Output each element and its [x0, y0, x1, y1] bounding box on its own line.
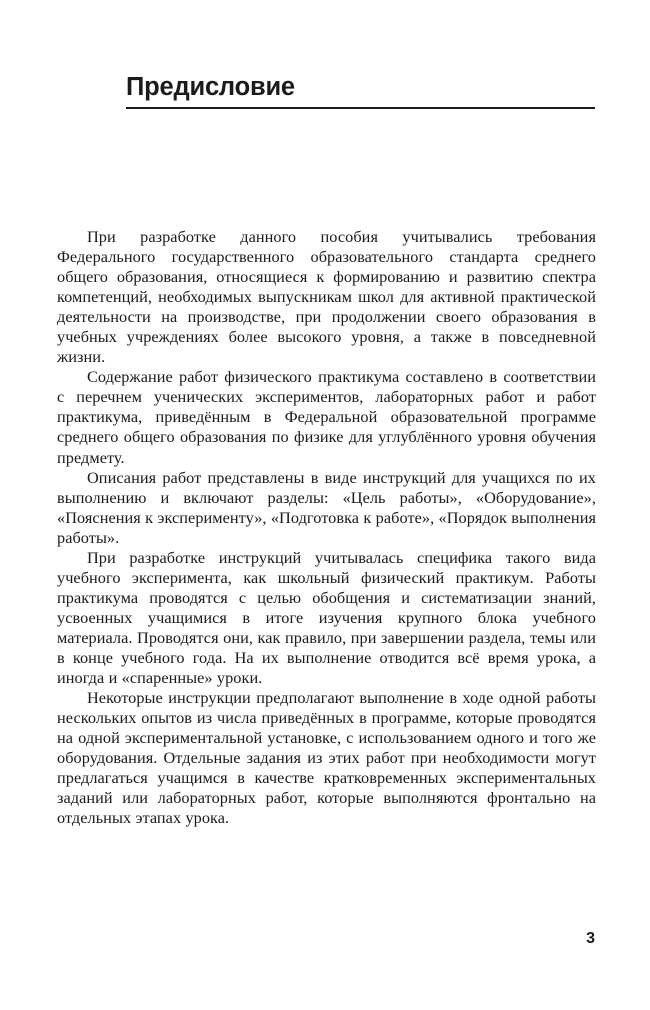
page-title: Предисловие [126, 73, 295, 101]
page-heading-block [126, 74, 595, 109]
body-paragraph: Некоторые инструкции предполагают выполнение в ходе одной работы нескольких опытов из числа приведённых в программе, которые проводятся на одной экспериментальной установке, с использованием одного и того же оборудования. Отдельные задания из этих работ при необходимости могут предлагаться учащимся в качестве кратковременных экспериментальных заданий или лабораторных работ, которые выполняются фронтально на отдельных этапах урока. [57, 688, 596, 828]
heading-divider [126, 107, 595, 109]
page-number: 3 [586, 930, 595, 947]
body-paragraph: Содержание работ физического практикума составлено в соответствии с перечнем ученических экспериментов, лабораторных работ и работ практикума, приведённым в Федеральной образовательной программе среднего общего образования по физике для углублённого уровня обучения предмету. [57, 367, 596, 467]
body-text-column [57, 227, 596, 828]
body-paragraph: Описания работ представлены в виде инструкций для учащихся по их выполнению и включают разделы: «Цель работы», «Оборудование», «Пояснения к эксперименту», «Подготовка к работе», «Порядок выполнения работы». [57, 467, 596, 547]
body-paragraph: При разработке данного пособия учитывались требования Федерального государственного образовательного стандарта среднего общего образования, относящиеся к формированию и развитию спектра компетенций, необходимых выпускникам школ для активной практической деятельности на производстве, при продолжении своего образования в учебных учреждениях более высокого уровня, а также в повседневной жизни. [57, 227, 596, 367]
body-paragraph: При разработке инструкций учитывалась специфика такого вида учебного эксперимента, как школьный физический практикум. Работы практикума проводятся с целью обобщения и систематизации знаний, усвоенных учащимися в итоге изучения крупного блока учебного материала. Проводятся они, как правило, при завершении раздела, темы или в конце учебного года. На их выполнение отводится всё время урока, а иногда и «спаренные» уроки. [57, 547, 596, 688]
